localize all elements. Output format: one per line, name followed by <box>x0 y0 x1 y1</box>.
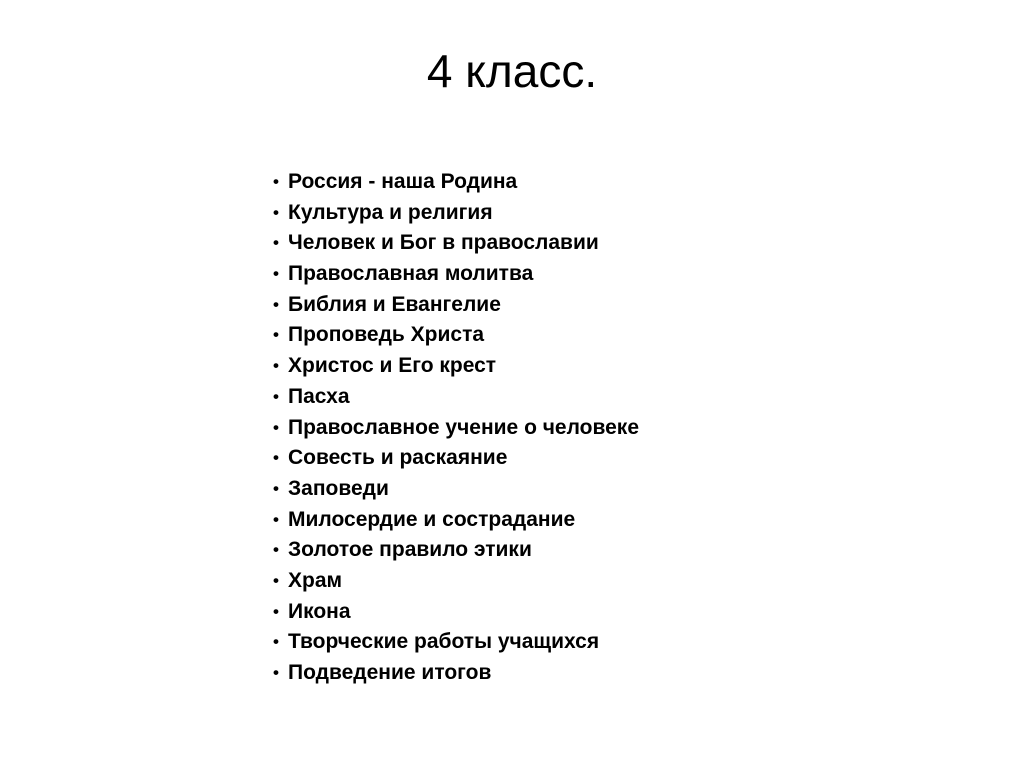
list-item-label: Православная молитва <box>288 262 534 286</box>
bullet-icon: • <box>273 509 279 529</box>
bullet-icon: • <box>273 632 279 652</box>
bullet-icon: • <box>273 202 279 222</box>
list-item-label: Россия - наша Родина <box>288 170 518 193</box>
bullet-icon: • <box>273 172 279 191</box>
list-item-label: Храм <box>288 568 343 592</box>
bullet-icon: • <box>273 325 279 345</box>
list-item-label: Подведение итогов <box>288 661 492 684</box>
bullet-icon: • <box>273 294 279 314</box>
list-item-label: Золотое правило этики <box>288 538 532 562</box>
list-item-label: Совесть и раскаяние <box>288 446 508 470</box>
list-item-label: Христос и Его крест <box>288 354 497 378</box>
slide-title: 4 класс. <box>426 45 598 97</box>
bullet-icon: • <box>273 356 279 376</box>
list-item-label: Библия и Евангелие <box>288 292 501 316</box>
list-item-label: Заповеди <box>288 476 389 500</box>
bullet-icon: • <box>273 601 279 621</box>
bullet-icon: • <box>273 540 279 560</box>
bullet-icon: • <box>273 478 279 498</box>
list-item-label: Православное учение о человеке <box>288 415 640 439</box>
list-item-label: Проповедь Христа <box>288 323 485 347</box>
bullet-icon: • <box>273 417 279 437</box>
list-item-label: Милосердие и сострадание <box>288 507 576 531</box>
bullet-icon: • <box>273 233 279 253</box>
list-item-label: Икона <box>288 599 351 623</box>
list-item-label: Человек и Бог в православии <box>288 231 599 255</box>
list-item-label: Пасха <box>288 384 350 408</box>
list-item-label: Культура и религия <box>288 200 493 224</box>
bullet-icon: • <box>273 570 279 590</box>
bullet-icon: • <box>273 663 279 682</box>
bullet-icon: • <box>273 264 279 284</box>
list-item-label: Творческие работы учащихся <box>288 630 600 654</box>
bullet-icon: • <box>273 448 279 468</box>
bullet-icon: • <box>273 386 279 406</box>
